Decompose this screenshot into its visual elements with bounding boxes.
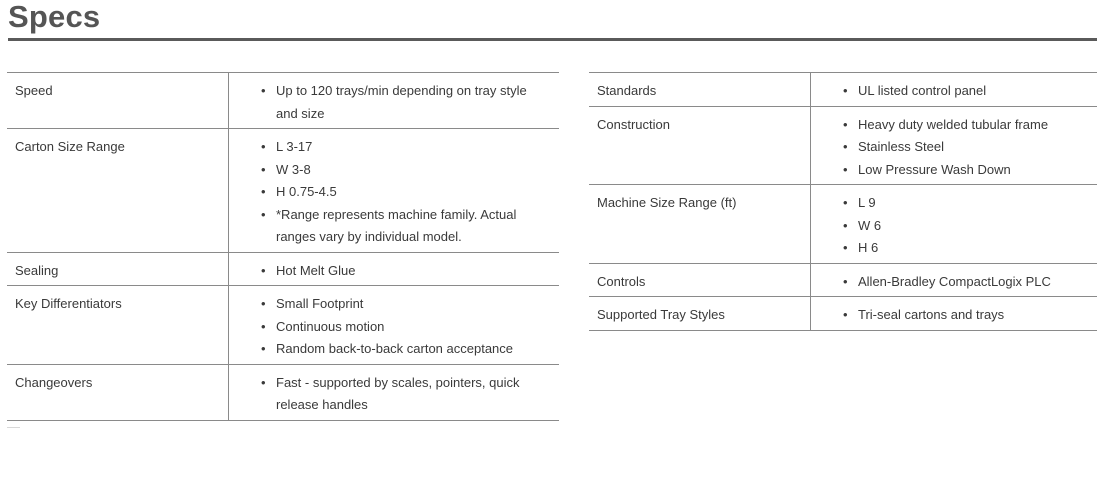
spec-value-item: • L 9 (833, 192, 1089, 215)
specs-table-right (589, 72, 1097, 331)
spec-value-item: • Hot Melt Glue (251, 260, 551, 283)
spec-label: Supported Tray Styles (589, 297, 811, 331)
spec-label: Changeovers (7, 364, 229, 420)
specs-table-left (7, 72, 559, 421)
spec-label: Carton Size Range (7, 129, 229, 253)
spec-value-list (833, 304, 1089, 327)
spec-value (229, 129, 560, 253)
spec-value-item: • Random back-to-back carton acceptance (251, 338, 551, 361)
spec-value-item: • Low Pressure Wash Down (833, 159, 1089, 182)
spec-row (589, 73, 1097, 107)
spec-label: Sealing (7, 252, 229, 286)
spec-label: Speed (7, 73, 229, 129)
spec-value-list (833, 271, 1089, 294)
spec-label: Machine Size Range (ft) (589, 185, 811, 264)
spec-value (229, 252, 560, 286)
spec-value-item: • Stainless Steel (833, 136, 1089, 159)
spec-value (811, 73, 1097, 107)
spec-value-item: • H 6 (833, 237, 1089, 260)
spec-value-item: • Up to 120 trays/min depending on tray style and size (251, 80, 551, 125)
spec-value (811, 297, 1097, 331)
spec-value-item: • W 3-8 (251, 159, 551, 182)
spec-value-list (251, 372, 551, 417)
title-divider (8, 38, 1097, 41)
spec-value-list (833, 114, 1089, 182)
spec-row (589, 263, 1097, 297)
corner-mark (7, 427, 20, 428)
spec-value-list (833, 80, 1089, 103)
spec-label: Construction (589, 106, 811, 185)
spec-value-list (251, 136, 551, 249)
spec-value-item: • UL listed control panel (833, 80, 1089, 103)
spec-value-list (251, 293, 551, 361)
spec-value-list (833, 192, 1089, 260)
spec-row (589, 106, 1097, 185)
spec-value (811, 263, 1097, 297)
spec-value (229, 73, 560, 129)
spec-value (229, 364, 560, 420)
spec-value-item: • H 0.75-4.5 (251, 181, 551, 204)
spec-value (229, 286, 560, 365)
page-title: Specs (8, 0, 101, 34)
spec-label: Standards (589, 73, 811, 107)
spec-value-item: • Fast - supported by scales, pointers, quick release handles (251, 372, 551, 417)
spec-row (589, 185, 1097, 264)
spec-value-item: • *Range represents machine family. Actual ranges vary by individual model. (251, 204, 551, 249)
spec-value (811, 185, 1097, 264)
spec-label: Controls (589, 263, 811, 297)
spec-row (7, 73, 559, 129)
spec-row (7, 286, 559, 365)
spec-row (7, 252, 559, 286)
spec-value-list (251, 260, 551, 283)
spec-label: Key Differentiators (7, 286, 229, 365)
spec-value-item: • Allen-Bradley CompactLogix PLC (833, 271, 1089, 294)
spec-value-item: • Heavy duty welded tubular frame (833, 114, 1089, 137)
spec-value-list (251, 80, 551, 125)
spec-value-item: • Tri-seal cartons and trays (833, 304, 1089, 327)
spec-value-item: • Continuous motion (251, 316, 551, 339)
spec-row (7, 364, 559, 420)
spec-value-item: • W 6 (833, 215, 1089, 238)
spec-value (811, 106, 1097, 185)
spec-row (589, 297, 1097, 331)
spec-value-item: • Small Footprint (251, 293, 551, 316)
spec-row (7, 129, 559, 253)
spec-value-item: • L 3-17 (251, 136, 551, 159)
